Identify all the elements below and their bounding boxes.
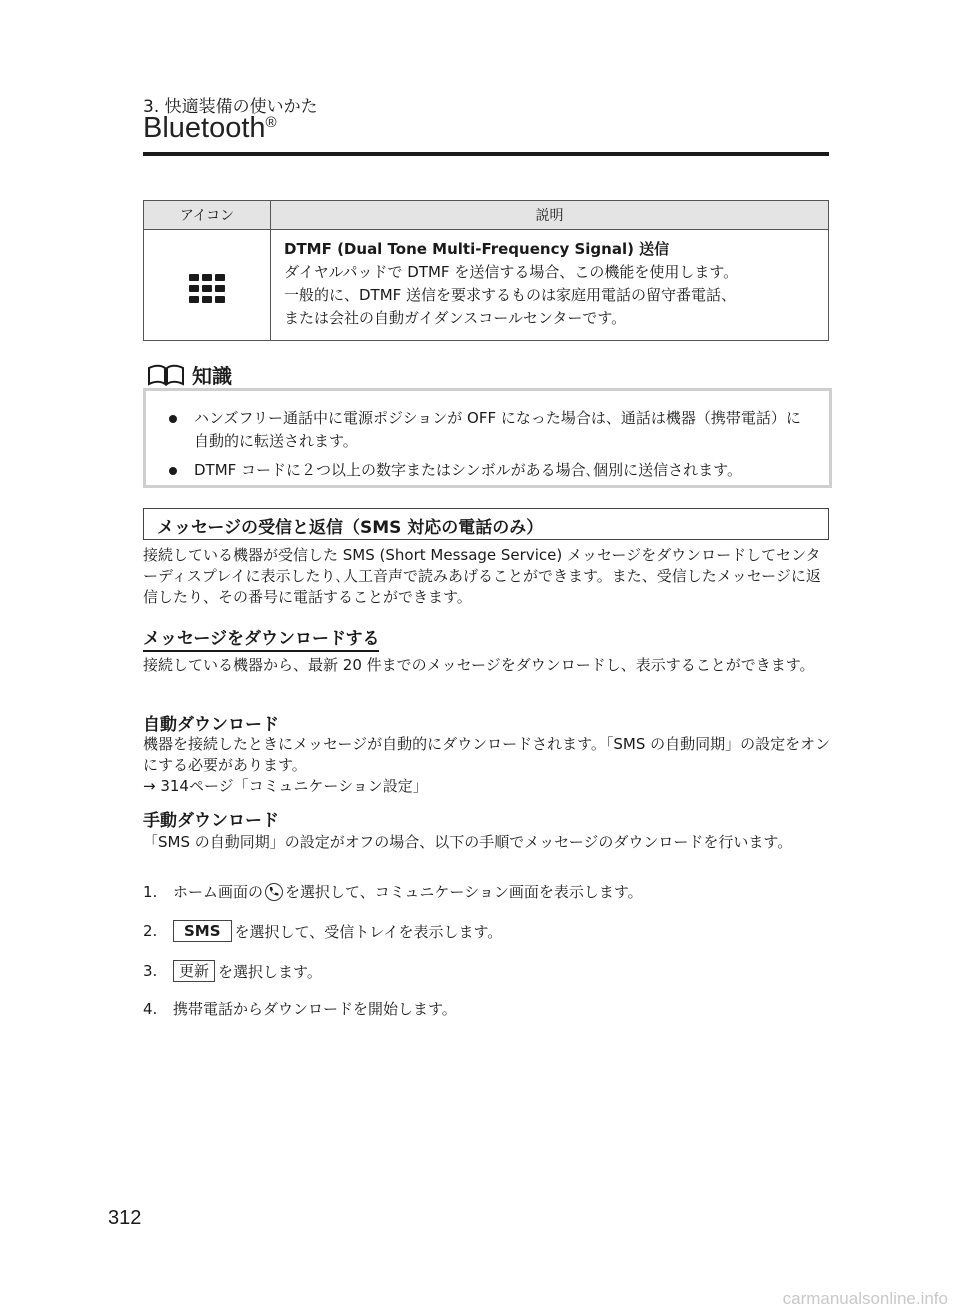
sms-section-heading: メッセージの受信と返信（SMS 対応の電話のみ） bbox=[143, 508, 829, 540]
step-number: 2. bbox=[143, 922, 158, 940]
table-row bbox=[144, 230, 829, 341]
knowledge-heading bbox=[146, 360, 232, 389]
chapter-label: 3. 快適装備の使いかた bbox=[143, 97, 318, 117]
dtmf-line-2: 一般的に、DTMF 送信を要求するものは家庭用電話の留守番電話、 bbox=[284, 286, 737, 304]
icon-description-table bbox=[143, 200, 829, 341]
sms-intro-paragraph: 接続している機器が受信した SMS (Short Message Service) メッセージをダウンロードしてセンターディスプレイに表示したり､人工音声で読みあげることができます。また、受信したメッセージに返信したり、その番号に電話することができます。 bbox=[143, 546, 821, 606]
page-number: 312 bbox=[108, 1207, 142, 1229]
manual-download-paragraph: 「SMS の自動同期」の設定がオフの場合、以下の手順でメッセージのダウンロードを行います。 bbox=[143, 833, 793, 851]
list-item: ハンズフリー通話中に電源ポジションが OFF になった場合は、通話は機器（携帯電話）に自動的に転送されます。 bbox=[164, 407, 813, 453]
phone-icon[interactable] bbox=[265, 883, 283, 901]
step-text-after: 携帯電話からダウンロードを開始します。 bbox=[173, 1000, 457, 1018]
dtmf-keypad-icon bbox=[189, 274, 225, 303]
auto-download-heading: 自動ダウンロード bbox=[143, 715, 279, 735]
step-number: 4. bbox=[143, 999, 158, 1018]
description-cell bbox=[271, 230, 829, 341]
step-text-after: を選択して、コミュニケーション画面を表示します。 bbox=[285, 883, 643, 901]
auto-download-paragraph: 機器を接続したときにメッセージが自動的にダウンロードされます。「SMS の自動同期」の設定をオンにする必要があります。 bbox=[143, 735, 831, 774]
step-text-before: ホーム画面の bbox=[173, 883, 264, 901]
dtmf-line-1: ダイヤルパッドで DTMF を送信する場合、この機能を使用します。 bbox=[284, 263, 739, 281]
knowledge-box bbox=[143, 388, 832, 488]
step-2 bbox=[143, 920, 502, 942]
icon-cell bbox=[144, 230, 271, 341]
section-title-text: Bluetooth bbox=[143, 112, 266, 144]
step-text-after: を選択して、受信トレイを表示します。 bbox=[234, 922, 503, 941]
step-number: 3. bbox=[143, 962, 158, 980]
column-header-description: 説明 bbox=[271, 201, 829, 230]
step-text-after: を選択します。 bbox=[218, 962, 322, 981]
step-1 bbox=[143, 881, 643, 902]
sms-button[interactable]: SMS bbox=[173, 920, 232, 942]
watermark: carmanualsonline.info bbox=[782, 1289, 948, 1308]
auto-download-reference: → 314ページ「コミュニケーション設定」 bbox=[143, 777, 428, 795]
title-rule bbox=[143, 152, 829, 156]
knowledge-heading-text: 知識 bbox=[192, 364, 232, 388]
column-header-icon: アイコン bbox=[144, 201, 271, 230]
step-number: 1. bbox=[143, 882, 158, 901]
table-header-row bbox=[144, 201, 829, 230]
manual-download-heading: 手動ダウンロード bbox=[143, 811, 279, 831]
dtmf-line-3: または会社の自動ガイダンスコールセンターです。 bbox=[284, 309, 627, 327]
dtmf-title: DTMF (Dual Tone Multi-Frequency Signal) 送信 bbox=[284, 240, 670, 258]
download-heading: メッセージをダウンロードする bbox=[143, 624, 379, 652]
update-button[interactable]: 更新 bbox=[173, 960, 215, 982]
step-3 bbox=[143, 960, 322, 982]
list-item: DTMF コードに２つ以上の数字またはシンボルがある場合､個別に送信されます。 bbox=[164, 459, 813, 482]
registered-mark: ® bbox=[265, 114, 277, 131]
book-icon bbox=[146, 364, 186, 386]
section-title bbox=[143, 112, 277, 145]
download-paragraph: 接続している機器から、最新 20 件までのメッセージをダウンロードし、表示することができます。 bbox=[143, 656, 815, 674]
step-4 bbox=[143, 998, 457, 1019]
